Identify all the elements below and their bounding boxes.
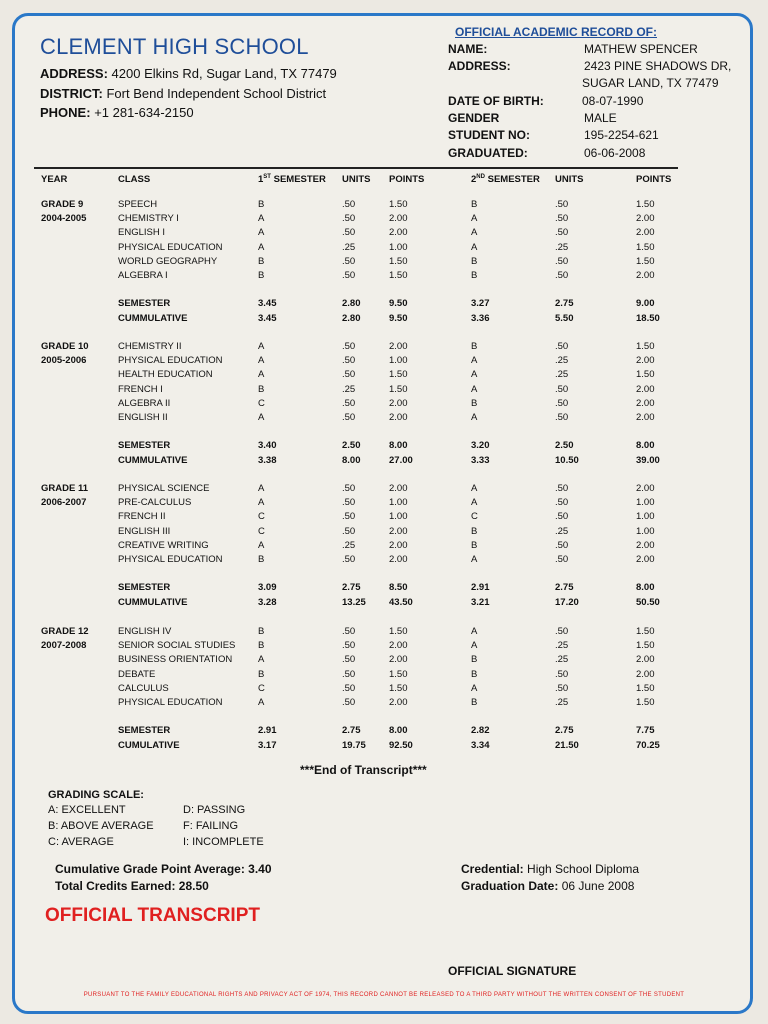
course-cell: 2.00 bbox=[636, 654, 655, 666]
course-cell: A bbox=[471, 682, 478, 694]
grade-years: 2007-2008 bbox=[41, 640, 87, 652]
grading-scale-entry: I: INCOMPLETE bbox=[183, 836, 264, 848]
course-cell: A bbox=[258, 483, 265, 494]
course-cell: .25 bbox=[555, 241, 569, 253]
course-cell: .50 bbox=[342, 525, 356, 537]
course-cell: .50 bbox=[555, 397, 569, 409]
semester-cell: 8.00 bbox=[636, 582, 655, 593]
cumulative-cell: 19.75 bbox=[342, 739, 366, 751]
course-cell: 2.00 bbox=[389, 554, 408, 565]
course-cell: A bbox=[471, 483, 478, 494]
course-cell: A bbox=[258, 412, 265, 423]
course-cell: 2.00 bbox=[389, 397, 408, 409]
total-credits: Total Credits Earned: 28.50 bbox=[55, 879, 209, 893]
course-cell: B bbox=[471, 270, 478, 281]
course-name: ENGLISH III bbox=[118, 525, 171, 537]
course-cell: A bbox=[258, 697, 265, 708]
course-cell: B bbox=[471, 697, 478, 708]
course-cell: C bbox=[258, 397, 265, 409]
cumulative-cell: 9.50 bbox=[389, 312, 408, 324]
course-cell: .50 bbox=[555, 341, 569, 352]
course-cell: .50 bbox=[342, 227, 356, 239]
course-cell: A bbox=[258, 213, 265, 225]
course-cell: B bbox=[258, 199, 265, 210]
course-cell: .50 bbox=[342, 497, 356, 509]
cumulative-cell: 3.34 bbox=[471, 739, 490, 751]
course-cell: .25 bbox=[555, 697, 569, 708]
semester-cell: 2.75 bbox=[555, 298, 574, 309]
cumulative-cell: 3.38 bbox=[258, 454, 277, 466]
course-cell: 1.50 bbox=[389, 270, 408, 281]
cumulative-cell: 13.25 bbox=[342, 596, 366, 608]
course-cell: .50 bbox=[555, 199, 569, 210]
semester-cell: 2.82 bbox=[471, 725, 490, 736]
semester-cell: 8.50 bbox=[389, 582, 408, 593]
cumulative-cell: 10.50 bbox=[555, 454, 579, 466]
course-cell: 1.50 bbox=[636, 255, 655, 267]
cumulative-cell: 27.00 bbox=[389, 454, 413, 466]
grade-label: GRADE 11 bbox=[41, 483, 88, 494]
header-points1: POINTS bbox=[389, 174, 425, 185]
course-cell: 1.00 bbox=[636, 511, 655, 523]
course-cell: .50 bbox=[342, 697, 356, 708]
grading-scale-entry: B: ABOVE AVERAGE bbox=[48, 820, 154, 832]
credential: Credential: High School Diploma bbox=[461, 862, 640, 876]
course-cell: 2.00 bbox=[389, 341, 408, 352]
header-units2: UNITS bbox=[555, 174, 584, 185]
semester-label: SEMESTER bbox=[118, 725, 171, 736]
grade-label: GRADE 9 bbox=[41, 199, 84, 210]
record-field-label: GRADUATED: bbox=[448, 146, 528, 160]
semester-cell: 2.91 bbox=[471, 582, 490, 593]
record-field-value: 195-2254-621 bbox=[584, 128, 659, 142]
course-cell: .25 bbox=[555, 355, 569, 367]
course-cell: A bbox=[258, 355, 265, 367]
record-field-value: 2423 PINE SHADOWS DR, bbox=[584, 59, 732, 73]
semester-cell: 2.50 bbox=[342, 440, 361, 451]
header-sem2: 2ND SEMESTER bbox=[471, 174, 540, 186]
cumulative-label: CUMULATIVE bbox=[118, 739, 180, 751]
course-cell: B bbox=[471, 341, 478, 352]
cumulative-cell: 3.28 bbox=[258, 596, 277, 608]
course-name: ENGLISH II bbox=[118, 412, 168, 423]
course-cell: B bbox=[258, 554, 265, 565]
semester-label: SEMESTER bbox=[118, 582, 171, 593]
course-cell: .25 bbox=[555, 640, 569, 652]
course-cell: 1.00 bbox=[636, 497, 655, 509]
header-class: CLASS bbox=[118, 174, 151, 185]
course-name: BUSINESS ORIENTATION bbox=[118, 654, 233, 666]
course-cell: A bbox=[258, 341, 265, 352]
semester-cell: 2.80 bbox=[342, 298, 361, 309]
course-cell: C bbox=[258, 511, 265, 523]
semester-cell: 9.50 bbox=[389, 298, 408, 309]
course-name: CALCULUS bbox=[118, 682, 169, 694]
course-cell: 2.00 bbox=[636, 270, 655, 281]
course-cell: 2.00 bbox=[389, 640, 408, 652]
course-name: PHYSICAL EDUCATION bbox=[118, 554, 223, 565]
course-cell: 1.50 bbox=[636, 199, 655, 210]
course-cell: .50 bbox=[555, 554, 569, 565]
course-cell: .25 bbox=[555, 525, 569, 537]
course-cell: 1.00 bbox=[389, 241, 408, 253]
course-cell: 1.50 bbox=[389, 668, 408, 680]
grade-years: 2005-2006 bbox=[41, 355, 87, 367]
course-cell: 1.50 bbox=[636, 697, 655, 708]
course-cell: .50 bbox=[342, 199, 356, 210]
record-field-value: MATHEW SPENCER bbox=[584, 42, 698, 56]
course-cell: .50 bbox=[342, 355, 356, 367]
graduation-date: Graduation Date: 06 June 2008 bbox=[461, 879, 635, 893]
semester-cell: 3.45 bbox=[258, 298, 277, 309]
cumulative-cell: 5.50 bbox=[555, 312, 574, 324]
semester-cell: 2.75 bbox=[342, 582, 361, 593]
course-cell: B bbox=[471, 255, 478, 267]
course-cell: A bbox=[471, 355, 478, 367]
course-cell: 1.00 bbox=[636, 525, 655, 537]
cumulative-cell: 3.17 bbox=[258, 739, 277, 751]
cumulative-label: CUMMULATIVE bbox=[118, 596, 188, 608]
course-cell: 2.00 bbox=[389, 697, 408, 708]
course-cell: A bbox=[471, 227, 478, 239]
course-name: ALGEBRA II bbox=[118, 397, 171, 409]
course-cell: 1.50 bbox=[389, 369, 408, 381]
school-district: DISTRICT: Fort Bend Independent School District bbox=[40, 86, 327, 101]
course-cell: 1.00 bbox=[389, 511, 408, 523]
record-title: OFFICIAL ACADEMIC RECORD OF: bbox=[455, 25, 657, 39]
course-cell: 2.00 bbox=[389, 483, 408, 494]
course-cell: 2.00 bbox=[389, 412, 408, 423]
grading-scale-entry: D: PASSING bbox=[183, 804, 246, 816]
cumulative-cell: 18.50 bbox=[636, 312, 660, 324]
course-cell: 2.00 bbox=[389, 525, 408, 537]
course-cell: 2.00 bbox=[389, 227, 408, 239]
school-address: ADDRESS: 4200 Elkins Rd, Sugar Land, TX 77479 bbox=[40, 66, 337, 81]
course-cell: 2.00 bbox=[389, 213, 408, 225]
cumulative-cell: 43.50 bbox=[389, 596, 413, 608]
grade-years: 2004-2005 bbox=[41, 213, 87, 225]
course-cell: .25 bbox=[342, 241, 356, 253]
course-cell: .25 bbox=[555, 654, 569, 666]
course-cell: 1.50 bbox=[389, 199, 408, 210]
course-cell: .25 bbox=[342, 383, 356, 395]
course-cell: 2.00 bbox=[389, 539, 408, 551]
course-cell: 2.00 bbox=[636, 213, 655, 225]
cumulative-cell: 50.50 bbox=[636, 596, 660, 608]
course-name: PRE-CALCULUS bbox=[118, 497, 192, 509]
course-cell: A bbox=[258, 241, 265, 253]
course-cell: 1.50 bbox=[636, 241, 655, 253]
school-phone: PHONE: +1 281-634-2150 bbox=[40, 105, 194, 120]
course-cell: B bbox=[471, 397, 478, 409]
semester-cell: 8.00 bbox=[389, 725, 408, 736]
semester-cell: 2.75 bbox=[555, 725, 574, 736]
semester-cell: 2.91 bbox=[258, 725, 277, 736]
grading-scale-entry: A: EXCELLENT bbox=[48, 804, 126, 816]
course-cell: .50 bbox=[342, 682, 356, 694]
course-cell: .50 bbox=[555, 626, 569, 637]
course-cell: .50 bbox=[342, 255, 356, 267]
semester-cell: 9.00 bbox=[636, 298, 655, 309]
record-field-label: ADDRESS: bbox=[448, 59, 511, 73]
course-cell: 2.00 bbox=[636, 483, 655, 494]
semester-label: SEMESTER bbox=[118, 440, 171, 451]
grading-scale-title: GRADING SCALE: bbox=[48, 789, 144, 801]
course-name: CHEMISTRY II bbox=[118, 341, 182, 352]
course-name: HEALTH EDUCATION bbox=[118, 369, 213, 381]
course-cell: .50 bbox=[342, 341, 356, 352]
course-cell: .50 bbox=[342, 412, 356, 423]
course-cell: A bbox=[471, 640, 478, 652]
semester-cell: 3.09 bbox=[258, 582, 277, 593]
grade-label: GRADE 12 bbox=[41, 626, 89, 637]
course-cell: A bbox=[471, 554, 478, 565]
course-cell: A bbox=[471, 412, 478, 423]
header-year: YEAR bbox=[41, 174, 68, 185]
official-transcript-label: OFFICIAL TRANSCRIPT bbox=[45, 905, 260, 926]
course-name: PHYSICAL EDUCATION bbox=[118, 241, 223, 253]
course-cell: 2.00 bbox=[636, 355, 655, 367]
course-name: SENIOR SOCIAL STUDIES bbox=[118, 640, 236, 652]
course-cell: .50 bbox=[342, 397, 356, 409]
course-cell: .50 bbox=[555, 227, 569, 239]
course-cell: 2.00 bbox=[636, 554, 655, 565]
semester-cell: 8.00 bbox=[636, 440, 655, 451]
semester-cell: 3.40 bbox=[258, 440, 277, 451]
course-cell: B bbox=[258, 626, 265, 637]
cumulative-gpa: Cumulative Grade Point Average: 3.40 bbox=[55, 862, 272, 876]
end-of-transcript: ***End of Transcript*** bbox=[300, 763, 427, 777]
semester-cell: 2.75 bbox=[342, 725, 361, 736]
course-cell: C bbox=[258, 682, 265, 694]
course-name: FRENCH I bbox=[118, 383, 163, 395]
course-cell: .50 bbox=[342, 270, 356, 281]
course-cell: 2.00 bbox=[636, 412, 655, 423]
ferpa-notice: PURSUANT TO THE FAMILY EDUCATIONAL RIGHTS AND PRIVACY ACT OF 1974, THIS RECORD CANNOT BE RELEASED TO A THIRD PARTY WITHOUT THE WRITTEN CONSENT OF THE STUDENT bbox=[83, 992, 685, 998]
course-cell: 1.50 bbox=[389, 682, 408, 694]
course-cell: C bbox=[258, 525, 265, 537]
cumulative-cell: 39.00 bbox=[636, 454, 660, 466]
course-cell: B bbox=[471, 199, 478, 210]
course-cell: .50 bbox=[342, 554, 356, 565]
course-name: CREATIVE WRITING bbox=[118, 539, 209, 551]
course-cell: .50 bbox=[342, 369, 356, 381]
record-field-value: SUGAR LAND, TX 77479 bbox=[582, 76, 719, 90]
course-name: SPEECH bbox=[118, 199, 158, 210]
course-name: WORLD GEOGRAPHY bbox=[118, 255, 218, 267]
course-cell: 1.00 bbox=[389, 355, 408, 367]
course-cell: 1.50 bbox=[389, 383, 408, 395]
course-cell: C bbox=[471, 511, 478, 523]
course-name: CHEMISTRY I bbox=[118, 213, 179, 225]
course-cell: .50 bbox=[555, 511, 569, 523]
course-cell: 2.00 bbox=[636, 539, 655, 551]
course-name: PHYSICAL EDUCATION bbox=[118, 697, 223, 708]
course-name: ALGEBRA I bbox=[118, 270, 168, 281]
course-cell: 1.50 bbox=[636, 341, 655, 352]
course-cell: 1.50 bbox=[636, 626, 655, 637]
cumulative-cell: 70.25 bbox=[636, 739, 660, 751]
course-name: ENGLISH IV bbox=[118, 626, 172, 637]
course-cell: 1.50 bbox=[389, 626, 408, 637]
cumulative-cell: 17.20 bbox=[555, 596, 579, 608]
cumulative-label: CUMMULATIVE bbox=[118, 454, 188, 466]
course-cell: .50 bbox=[555, 412, 569, 423]
semester-cell: 7.75 bbox=[636, 725, 655, 736]
record-field-value: MALE bbox=[584, 111, 617, 125]
course-cell: .50 bbox=[555, 483, 569, 494]
course-cell: .50 bbox=[342, 511, 356, 523]
course-cell: .50 bbox=[555, 255, 569, 267]
cumulative-cell: 92.50 bbox=[389, 739, 413, 751]
course-cell: 1.50 bbox=[636, 682, 655, 694]
course-cell: A bbox=[471, 383, 478, 395]
course-cell: 1.00 bbox=[389, 497, 408, 509]
record-field-label: GENDER bbox=[448, 111, 500, 125]
record-field-value: 06-06-2008 bbox=[584, 146, 646, 160]
course-cell: .50 bbox=[555, 383, 569, 395]
course-cell: A bbox=[471, 241, 478, 253]
cumulative-cell: 21.50 bbox=[555, 739, 579, 751]
header-sem1: 1ST SEMESTER bbox=[258, 174, 326, 186]
course-cell: .50 bbox=[555, 213, 569, 225]
course-cell: 2.00 bbox=[636, 383, 655, 395]
cumulative-cell: 3.36 bbox=[471, 312, 490, 324]
course-cell: .50 bbox=[342, 483, 356, 494]
cumulative-cell: 3.45 bbox=[258, 312, 277, 324]
header-units1: UNITS bbox=[342, 174, 371, 185]
course-cell: .50 bbox=[342, 654, 356, 666]
course-cell: .25 bbox=[555, 369, 569, 381]
course-cell: B bbox=[258, 270, 265, 281]
course-cell: 1.50 bbox=[636, 369, 655, 381]
course-cell: B bbox=[471, 525, 478, 537]
semester-cell: 8.00 bbox=[389, 440, 408, 451]
course-cell: .50 bbox=[555, 682, 569, 694]
cumulative-cell: 2.80 bbox=[342, 312, 361, 324]
course-cell: .50 bbox=[555, 497, 569, 509]
semester-cell: 2.75 bbox=[555, 582, 574, 593]
record-field-label: NAME: bbox=[448, 42, 488, 56]
course-name: PHYSICAL EDUCATION bbox=[118, 355, 223, 367]
cumulative-cell: 3.33 bbox=[471, 454, 490, 466]
course-cell: 2.00 bbox=[636, 668, 655, 680]
course-cell: A bbox=[258, 654, 265, 666]
course-cell: 2.00 bbox=[636, 397, 655, 409]
semester-cell: 3.20 bbox=[471, 440, 490, 451]
header-points2: POINTS bbox=[636, 174, 672, 185]
course-cell: 2.00 bbox=[636, 227, 655, 239]
semester-cell: 3.27 bbox=[471, 298, 490, 309]
grading-scale-entry: C: AVERAGE bbox=[48, 836, 114, 848]
school-name: CLEMENT HIGH SCHOOL bbox=[40, 34, 309, 59]
course-cell: 2.00 bbox=[389, 654, 408, 666]
course-cell: A bbox=[471, 369, 478, 381]
course-cell: .50 bbox=[342, 668, 356, 680]
course-name: FRENCH II bbox=[118, 511, 166, 523]
course-cell: B bbox=[471, 654, 478, 666]
course-cell: .50 bbox=[555, 668, 569, 680]
course-cell: .25 bbox=[342, 539, 356, 551]
cumulative-cell: 3.21 bbox=[471, 596, 490, 608]
record-field-label: STUDENT NO: bbox=[448, 128, 530, 142]
record-field-label: DATE OF BIRTH: bbox=[448, 94, 544, 108]
course-cell: .50 bbox=[342, 626, 356, 637]
course-cell: B bbox=[471, 668, 478, 680]
course-cell: .50 bbox=[342, 640, 356, 652]
header-divider bbox=[34, 167, 678, 169]
course-cell: .50 bbox=[555, 270, 569, 281]
grade-years: 2006-2007 bbox=[41, 497, 87, 509]
course-cell: B bbox=[258, 668, 265, 680]
cumulative-cell: 8.00 bbox=[342, 454, 361, 466]
course-cell: 1.50 bbox=[389, 255, 408, 267]
grade-label: GRADE 10 bbox=[41, 341, 89, 352]
cumulative-label: CUMMULATIVE bbox=[118, 312, 188, 324]
semester-cell: 2.50 bbox=[555, 440, 574, 451]
course-name: PHYSICAL SCIENCE bbox=[118, 483, 210, 494]
record-field-value: 08-07-1990 bbox=[582, 94, 644, 108]
semester-label: SEMESTER bbox=[118, 298, 171, 309]
course-cell: .50 bbox=[555, 539, 569, 551]
course-name: DEBATE bbox=[118, 668, 156, 680]
course-cell: A bbox=[471, 626, 478, 637]
course-cell: .50 bbox=[342, 213, 356, 225]
course-cell: B bbox=[258, 640, 265, 652]
course-cell: A bbox=[471, 497, 478, 509]
course-cell: A bbox=[471, 213, 478, 225]
course-name: ENGLISH I bbox=[118, 227, 165, 239]
course-cell: B bbox=[258, 255, 265, 267]
course-cell: B bbox=[471, 539, 478, 551]
course-cell: 1.50 bbox=[636, 640, 655, 652]
course-cell: A bbox=[258, 369, 265, 381]
official-signature-label: OFFICIAL SIGNATURE bbox=[448, 964, 577, 978]
grading-scale-entry: F: FAILING bbox=[183, 820, 239, 832]
course-cell: A bbox=[258, 539, 265, 551]
course-cell: A bbox=[258, 497, 265, 509]
course-cell: A bbox=[258, 227, 265, 239]
course-cell: B bbox=[258, 383, 265, 395]
